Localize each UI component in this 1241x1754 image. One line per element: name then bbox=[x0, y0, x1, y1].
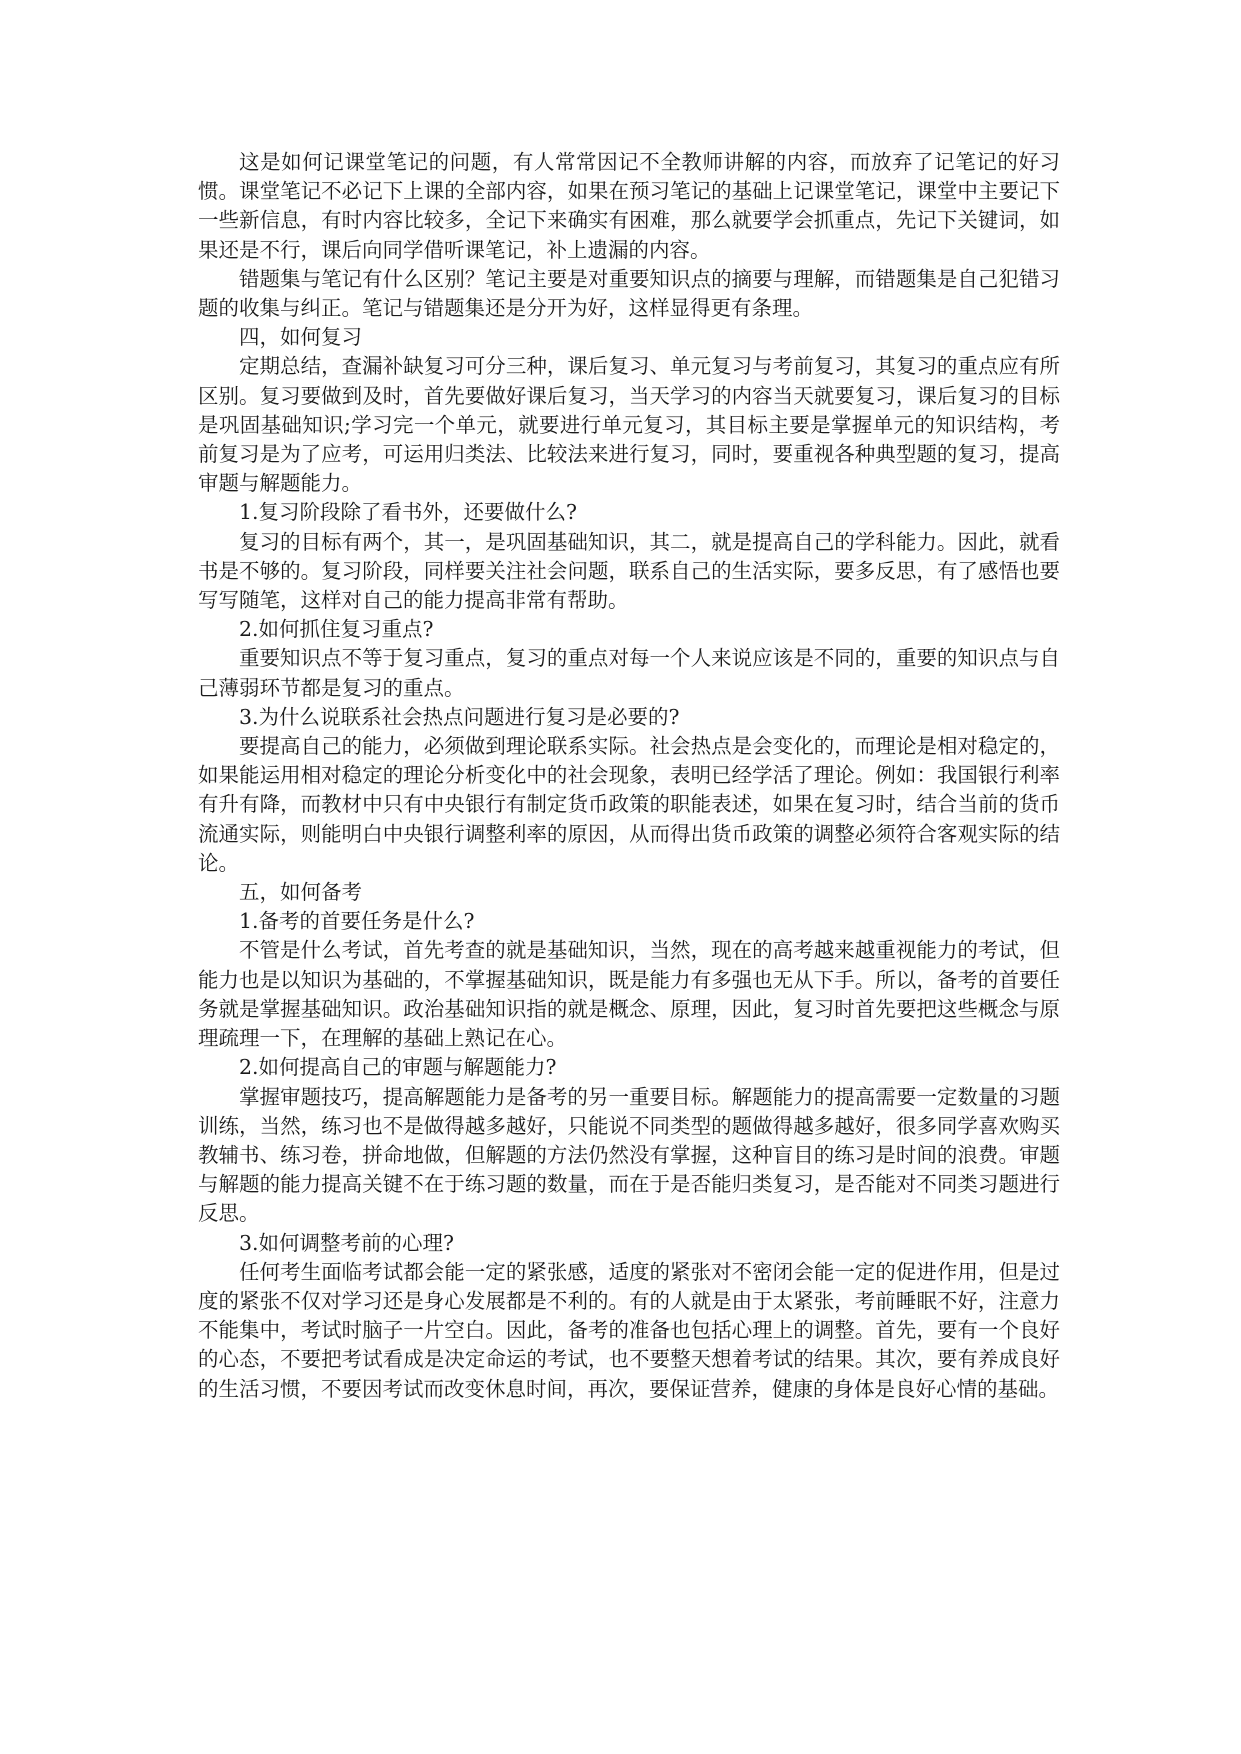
section-heading: 五，如何备考 bbox=[239, 880, 362, 905]
paragraph: 定期总结，查漏补缺复习可分三种，课后复习、单元复习与考前复习，其复习的重点应有所区别。复习要做到及时，首先要做好课后复习，当天学习的内容当天就要复习，课后复习的目标是巩固基础知识;学习完一个单元，就要进行单元复习，其目标主要是掌握单元的知识结构，考前复习是为了应考，可运用归类法、比较法来进行复习，同时，要重视各种典型题的复习，提高审题与解题能力。 bbox=[198, 354, 1060, 496]
section-heading: 四，如何复习 bbox=[239, 325, 362, 350]
question-heading: 3.如何调整考前的心理? bbox=[239, 1230, 455, 1255]
paragraph: 掌握审题技巧，提高解题能力是备考的另一重要目标。解题能力的提高需要一定数量的习题训练，当然，练习也不是做得越多越好，只能说不同类型的题做得越多越好，很多同学喜欢购买教辅书、练习卷，拼命地做，但解题的方法仍然没有掌握，这种盲目的练习是时间的浪费。审题与解题的能力提高关键不在于练习题的数量，而在于是否能归类复习，是否能对不同类习题进行反思。 bbox=[198, 1084, 1060, 1226]
paragraph: 这是如何记课堂笔记的问题，有人常常因记不全教师讲解的内容，而放弃了记笔记的好习惯。课堂笔记不必记下上课的全部内容，如果在预习笔记的基础上记课堂笔记，课堂中主要记下一些新信息，有时内容比较多，全记下来确实有困难，那么就要学会抓重点，先记下关键词，如果还是不行，课后向同学借听课笔记，补上遗漏的内容。 bbox=[198, 150, 1060, 262]
question-heading: 1.备考的首要任务是什么? bbox=[239, 909, 475, 934]
question-heading: 3.为什么说联系社会热点问题进行复习是必要的? bbox=[239, 704, 680, 729]
question-heading: 1.复习阶段除了看书外，还要做什么? bbox=[239, 500, 578, 525]
question-heading: 2.如何抓住复习重点? bbox=[239, 617, 434, 642]
paragraph: 不管是什么考试，首先考查的就是基础知识，当然，现在的高考越来越重视能力的考试，但能力也是以知识为基础的，不掌握基础知识，既是能力有多强也无从下手。所以，备考的首要任务就是掌握基础知识。政治基础知识指的就是概念、原理，因此，复习时首先要把这些概念与原理疏理一下，在理解的基础上熟记在心。 bbox=[198, 938, 1060, 1051]
paragraph: 要提高自己的能力，必须做到理论联系实际。社会热点是会变化的，而理论是相对稳定的，如果能运用相对稳定的理论分析变化中的社会现象，表明已经学活了理论。例如：我国银行利率有升有降，而教材中只有中央银行有制定货币政策的职能表述，如果在复习时，结合当前的货币流通实际，则能明白中央银行调整利率的原因，从而得出货币政策的调整必须符合客观实际的结论。 bbox=[198, 734, 1060, 875]
paragraph: 错题集与笔记有什么区别？笔记主要是对重要知识点的摘要与理解，而错题集是自己犯错习题的收集与纠正。笔记与错题集还是分开为好，这样显得更有条理。 bbox=[198, 266, 1060, 321]
question-heading: 2.如何提高自己的审题与解题能力? bbox=[239, 1055, 557, 1080]
document-body bbox=[198, 148, 1060, 1404]
paragraph: 重要知识点不等于复习重点，复习的重点对每一个人来说应该是不同的，重要的知识点与自己薄弱环节都是复习的重点。 bbox=[198, 646, 1060, 700]
paragraph: 任何考生面临考试都会能一定的紧张感，适度的紧张对不密闭会能一定的促进作用，但是过度的紧张不仅对学习还是身心发展都是不利的。有的人就是由于太紧张，考前睡眠不好，注意力不能集中，考试时脑子一片空白。因此，备考的准备也包括心理上的调整。首先，要有一个良好的心态，不要把考试看成是决定命运的考试，也不要整天想着考试的结果。其次，要有养成良好的生活习惯，不要因考试而改变休息时间，再次，要保证营养，健康的身体是良好心情的基础。 bbox=[198, 1259, 1060, 1401]
paragraph: 复习的目标有两个，其一，是巩固基础知识，其二，就是提高自己的学科能力。因此，就看书是不够的。复习阶段，同样要关注社会问题，联系自己的生活实际，要多反思，有了感悟也要写写随笔，这样对自己的能力提高非常有帮助。 bbox=[198, 529, 1060, 613]
